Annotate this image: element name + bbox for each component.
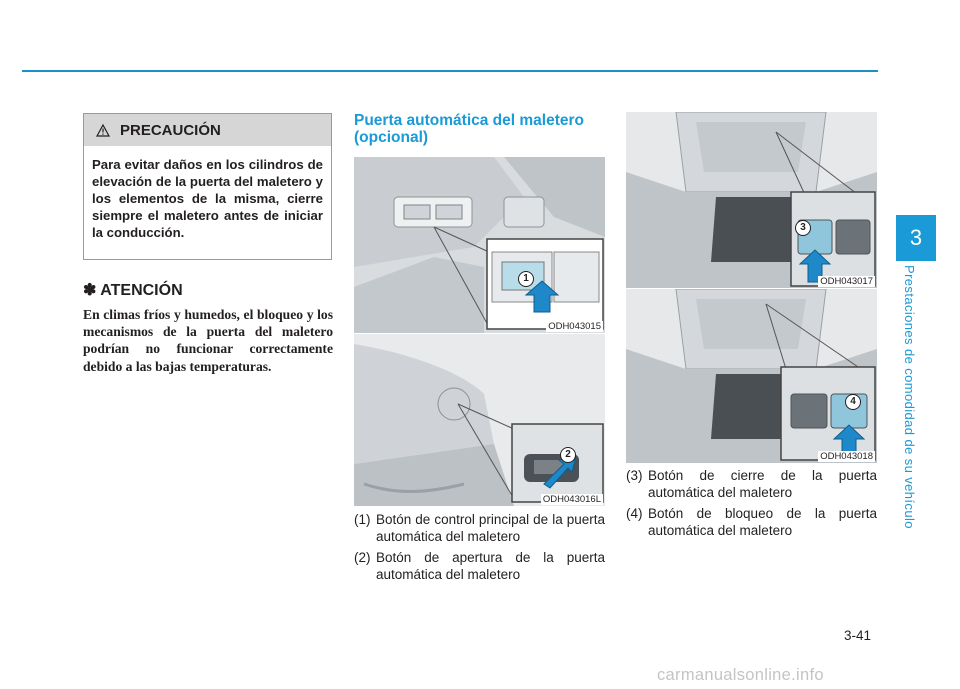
- attention-text: En climas fríos y humedos, el bloqueo y los mecanismos de la puerta del maletero podrían no funcionar correctamente debido a las bajas temperaturas.: [83, 307, 333, 374]
- list-item-number: (2): [354, 550, 371, 565]
- figure-code: ODH043017: [820, 276, 873, 287]
- list-item: [354, 550, 605, 583]
- list-item-number: (3): [626, 468, 643, 483]
- list-item: [626, 468, 877, 501]
- caution-box: [83, 113, 332, 260]
- caution-header: [84, 114, 331, 146]
- warning-icon: [96, 124, 110, 137]
- trunk-lock-illustration: [626, 289, 877, 463]
- figure-code: ODH043018: [820, 451, 873, 462]
- figure-trunk-close-button: [626, 112, 877, 288]
- figure-code: ODH043016L: [542, 494, 601, 505]
- chapter-title: Prestaciones de comodidad de su vehículo: [902, 265, 917, 529]
- watermark: carmanualsonline.info: [657, 666, 824, 684]
- list-item-number: (4): [626, 506, 643, 521]
- car-rear-illustration: [354, 334, 605, 506]
- list-item-text: Botón de control principal de la puerta automática del maletero: [376, 512, 605, 544]
- button-list-left: [354, 512, 605, 588]
- figure-code: ODH043015: [548, 321, 601, 332]
- figure-trunk-lock-button: [626, 289, 877, 463]
- list-item-number: (1): [354, 512, 371, 527]
- list-item: [354, 512, 605, 545]
- chapter-tab: [896, 215, 936, 261]
- list-item-text: Botón de bloqueo de la puerta automática del maletero: [648, 506, 877, 538]
- chapter-number: 3: [909, 225, 923, 250]
- dashboard-illustration: [354, 157, 605, 333]
- list-item-text: Botón de apertura de la puerta automática del maletero: [376, 550, 605, 582]
- callout-4: 4: [845, 394, 861, 410]
- figure-trunk-open-button: [354, 334, 605, 506]
- caution-text: Para evitar daños en los cilindros de elevación de la puerta del maletero y los elementos de la misma, cierre siempre el maletero antes de iniciar la conducción.: [92, 157, 323, 240]
- top-rule: [22, 70, 878, 72]
- figure-dashboard-button: [354, 157, 605, 333]
- list-item-text: Botón de cierre de la puerta automática del maletero: [648, 468, 877, 500]
- callout-1: 1: [518, 271, 534, 287]
- button-list-right: [626, 468, 877, 544]
- list-item: [626, 506, 877, 539]
- attention-title: ✽ ATENCIÓN: [83, 282, 183, 299]
- callout-3: 3: [795, 220, 811, 236]
- trunk-open-illustration: [626, 112, 877, 288]
- caution-title: PRECAUCIÓN: [120, 121, 221, 139]
- page-number: 3-41: [844, 628, 872, 643]
- section-title: Puerta automática del maletero (opcional): [354, 112, 584, 146]
- callout-2: 2: [560, 447, 576, 463]
